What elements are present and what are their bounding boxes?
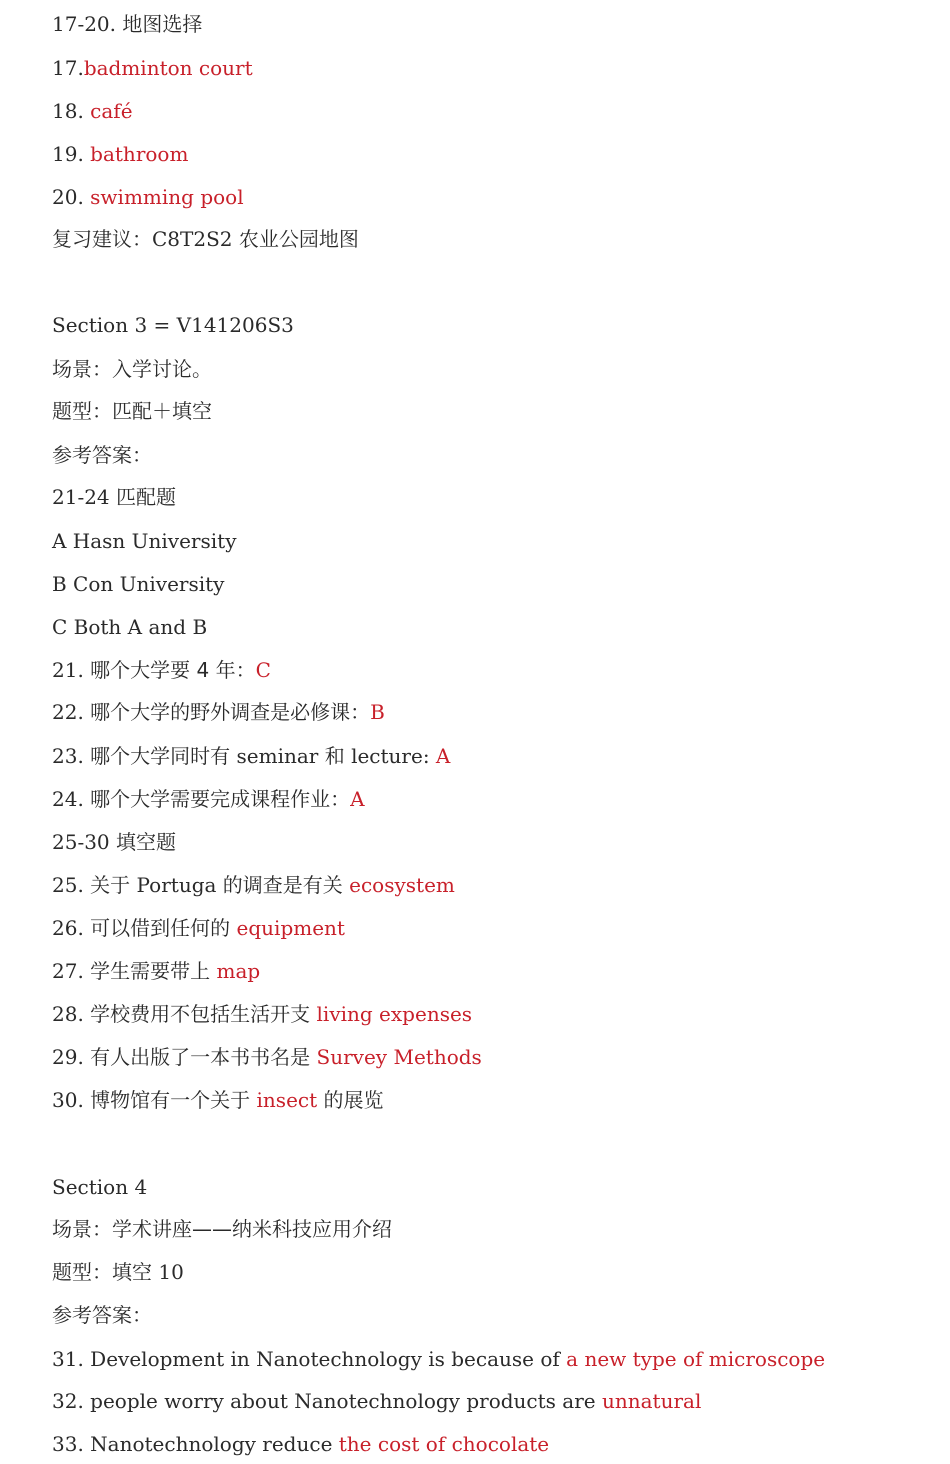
question-count: 10	[152, 1260, 184, 1284]
scene-text: 场景：入学讨论。	[52, 357, 212, 381]
question-text: 有人出版了一本书书名是	[90, 1045, 311, 1069]
answer-line-23	[52, 744, 450, 768]
answer-text: map	[216, 959, 261, 983]
question-type-text: 题型：填空	[52, 1260, 152, 1284]
section-3-heading	[52, 313, 294, 337]
answer-line-29	[52, 1045, 482, 1069]
answer-text: Survey Methods	[316, 1045, 482, 1069]
question-text: 哪个大学要 4 年：	[90, 658, 256, 682]
question-text: 哪个大学同时有	[90, 744, 231, 768]
question-number: 25.	[52, 873, 91, 897]
answers-label: 参考答案：	[52, 1303, 152, 1327]
answer-line-27	[52, 959, 260, 983]
question-text: 31. Development in Nanotechnology is because of	[52, 1347, 567, 1371]
review-code: C8T2S2	[152, 227, 239, 251]
question-number: 18.	[52, 99, 91, 123]
answer-text: bathroom	[90, 142, 189, 166]
question-type-label: 填空题	[116, 830, 177, 854]
answer-text: café	[90, 99, 133, 123]
question-number: 17.	[52, 56, 84, 80]
answer-text: badminton court	[83, 56, 253, 80]
question-text: 学校费用不包括生活开支	[90, 1002, 311, 1026]
question-range: 17-20.	[52, 12, 123, 36]
question-number: 24.	[52, 787, 91, 811]
answer-text: a new type of microscope	[566, 1347, 826, 1371]
question-text: 33. Nanotechnology reduce	[52, 1432, 339, 1456]
answer-text: the cost of chocolate	[338, 1432, 550, 1456]
section-3-answers-label	[52, 443, 152, 467]
question-number: 26.	[52, 916, 91, 940]
answer-line-32	[52, 1389, 701, 1413]
question-type-label: 地图选择	[122, 12, 203, 36]
section-4-scene	[52, 1217, 392, 1241]
question-term: lecture:	[344, 744, 436, 768]
answer-line-33	[52, 1432, 549, 1456]
section-2-map-heading	[52, 12, 202, 36]
question-text: 32. people worry about Nanotechnology products are	[52, 1389, 602, 1413]
answer-text: A	[435, 744, 451, 768]
question-number: 21.	[52, 658, 91, 682]
answer-text: C	[255, 658, 271, 682]
question-number: 20.	[52, 185, 91, 209]
option-c	[52, 615, 207, 639]
answer-text: ecosystem	[349, 873, 455, 897]
question-number: 23.	[52, 744, 91, 768]
question-text: 的调查是有关	[222, 873, 343, 897]
section-4-answers-label	[52, 1303, 152, 1327]
answer-line-31	[52, 1347, 825, 1371]
option-a	[52, 529, 237, 553]
answer-line-22	[52, 700, 385, 724]
option-text: C Both A and B	[52, 615, 208, 639]
answer-line-18	[52, 99, 133, 123]
fill-blank-heading	[52, 830, 176, 854]
question-type-label: 匹配题	[116, 485, 177, 509]
section-title: Section 3 = V141206S3	[52, 313, 294, 337]
option-text: B Con University	[52, 572, 225, 596]
question-number: 22.	[52, 700, 91, 724]
answer-text: living expenses	[316, 1002, 473, 1026]
answer-line-19	[52, 142, 188, 166]
answer-line-25	[52, 873, 455, 897]
section-4-question-type	[52, 1260, 184, 1284]
question-number: 27.	[52, 959, 91, 983]
matching-heading	[52, 485, 176, 509]
answer-line-17	[52, 56, 253, 80]
answer-text: B	[370, 700, 385, 724]
answer-text: equipment	[236, 916, 345, 940]
option-b	[52, 572, 224, 596]
question-range: 21-24	[52, 485, 117, 509]
question-type-text: 题型：匹配＋填空	[52, 399, 212, 423]
review-label: 复习建议：	[52, 227, 152, 251]
question-number: 30.	[52, 1088, 91, 1112]
question-text: 学生需要带上	[90, 959, 211, 983]
answer-line-30	[52, 1088, 384, 1112]
section-4-heading	[52, 1175, 147, 1199]
answer-text: insect	[256, 1088, 318, 1112]
answer-text: swimming pool	[90, 185, 244, 209]
answer-line-28	[52, 1002, 472, 1026]
answer-line-20	[52, 185, 244, 209]
answers-label: 参考答案：	[52, 443, 152, 467]
question-number: 29.	[52, 1045, 91, 1069]
option-text: A Hasn University	[52, 529, 237, 553]
question-term: Portuga	[130, 873, 223, 897]
section-3-scene	[52, 357, 212, 381]
review-topic: 农业公园地图	[238, 227, 359, 251]
section-3-question-type	[52, 399, 212, 423]
question-number: 28.	[52, 1002, 91, 1026]
question-number: 19.	[52, 142, 91, 166]
question-term: seminar	[230, 744, 325, 768]
question-range: 25-30	[52, 830, 117, 854]
question-text: 哪个大学的野外调查是必修课：	[90, 700, 371, 724]
answer-text: A	[350, 787, 365, 811]
review-suggestion	[52, 227, 359, 251]
question-text: 关于	[90, 873, 131, 897]
question-connector: 和	[324, 744, 345, 768]
answer-line-26	[52, 916, 345, 940]
answer-text: unnatural	[601, 1389, 702, 1413]
section-title: Section 4	[52, 1175, 148, 1199]
question-text: 的展览	[323, 1088, 384, 1112]
scene-text: 场景：学术讲座——纳米科技应用介绍	[52, 1217, 392, 1241]
question-text: 哪个大学需要完成课程作业：	[90, 787, 351, 811]
answer-line-24	[52, 787, 365, 811]
question-text: 可以借到任何的	[90, 916, 231, 940]
answer-line-21	[52, 658, 271, 682]
question-text: 博物馆有一个关于	[90, 1088, 251, 1112]
